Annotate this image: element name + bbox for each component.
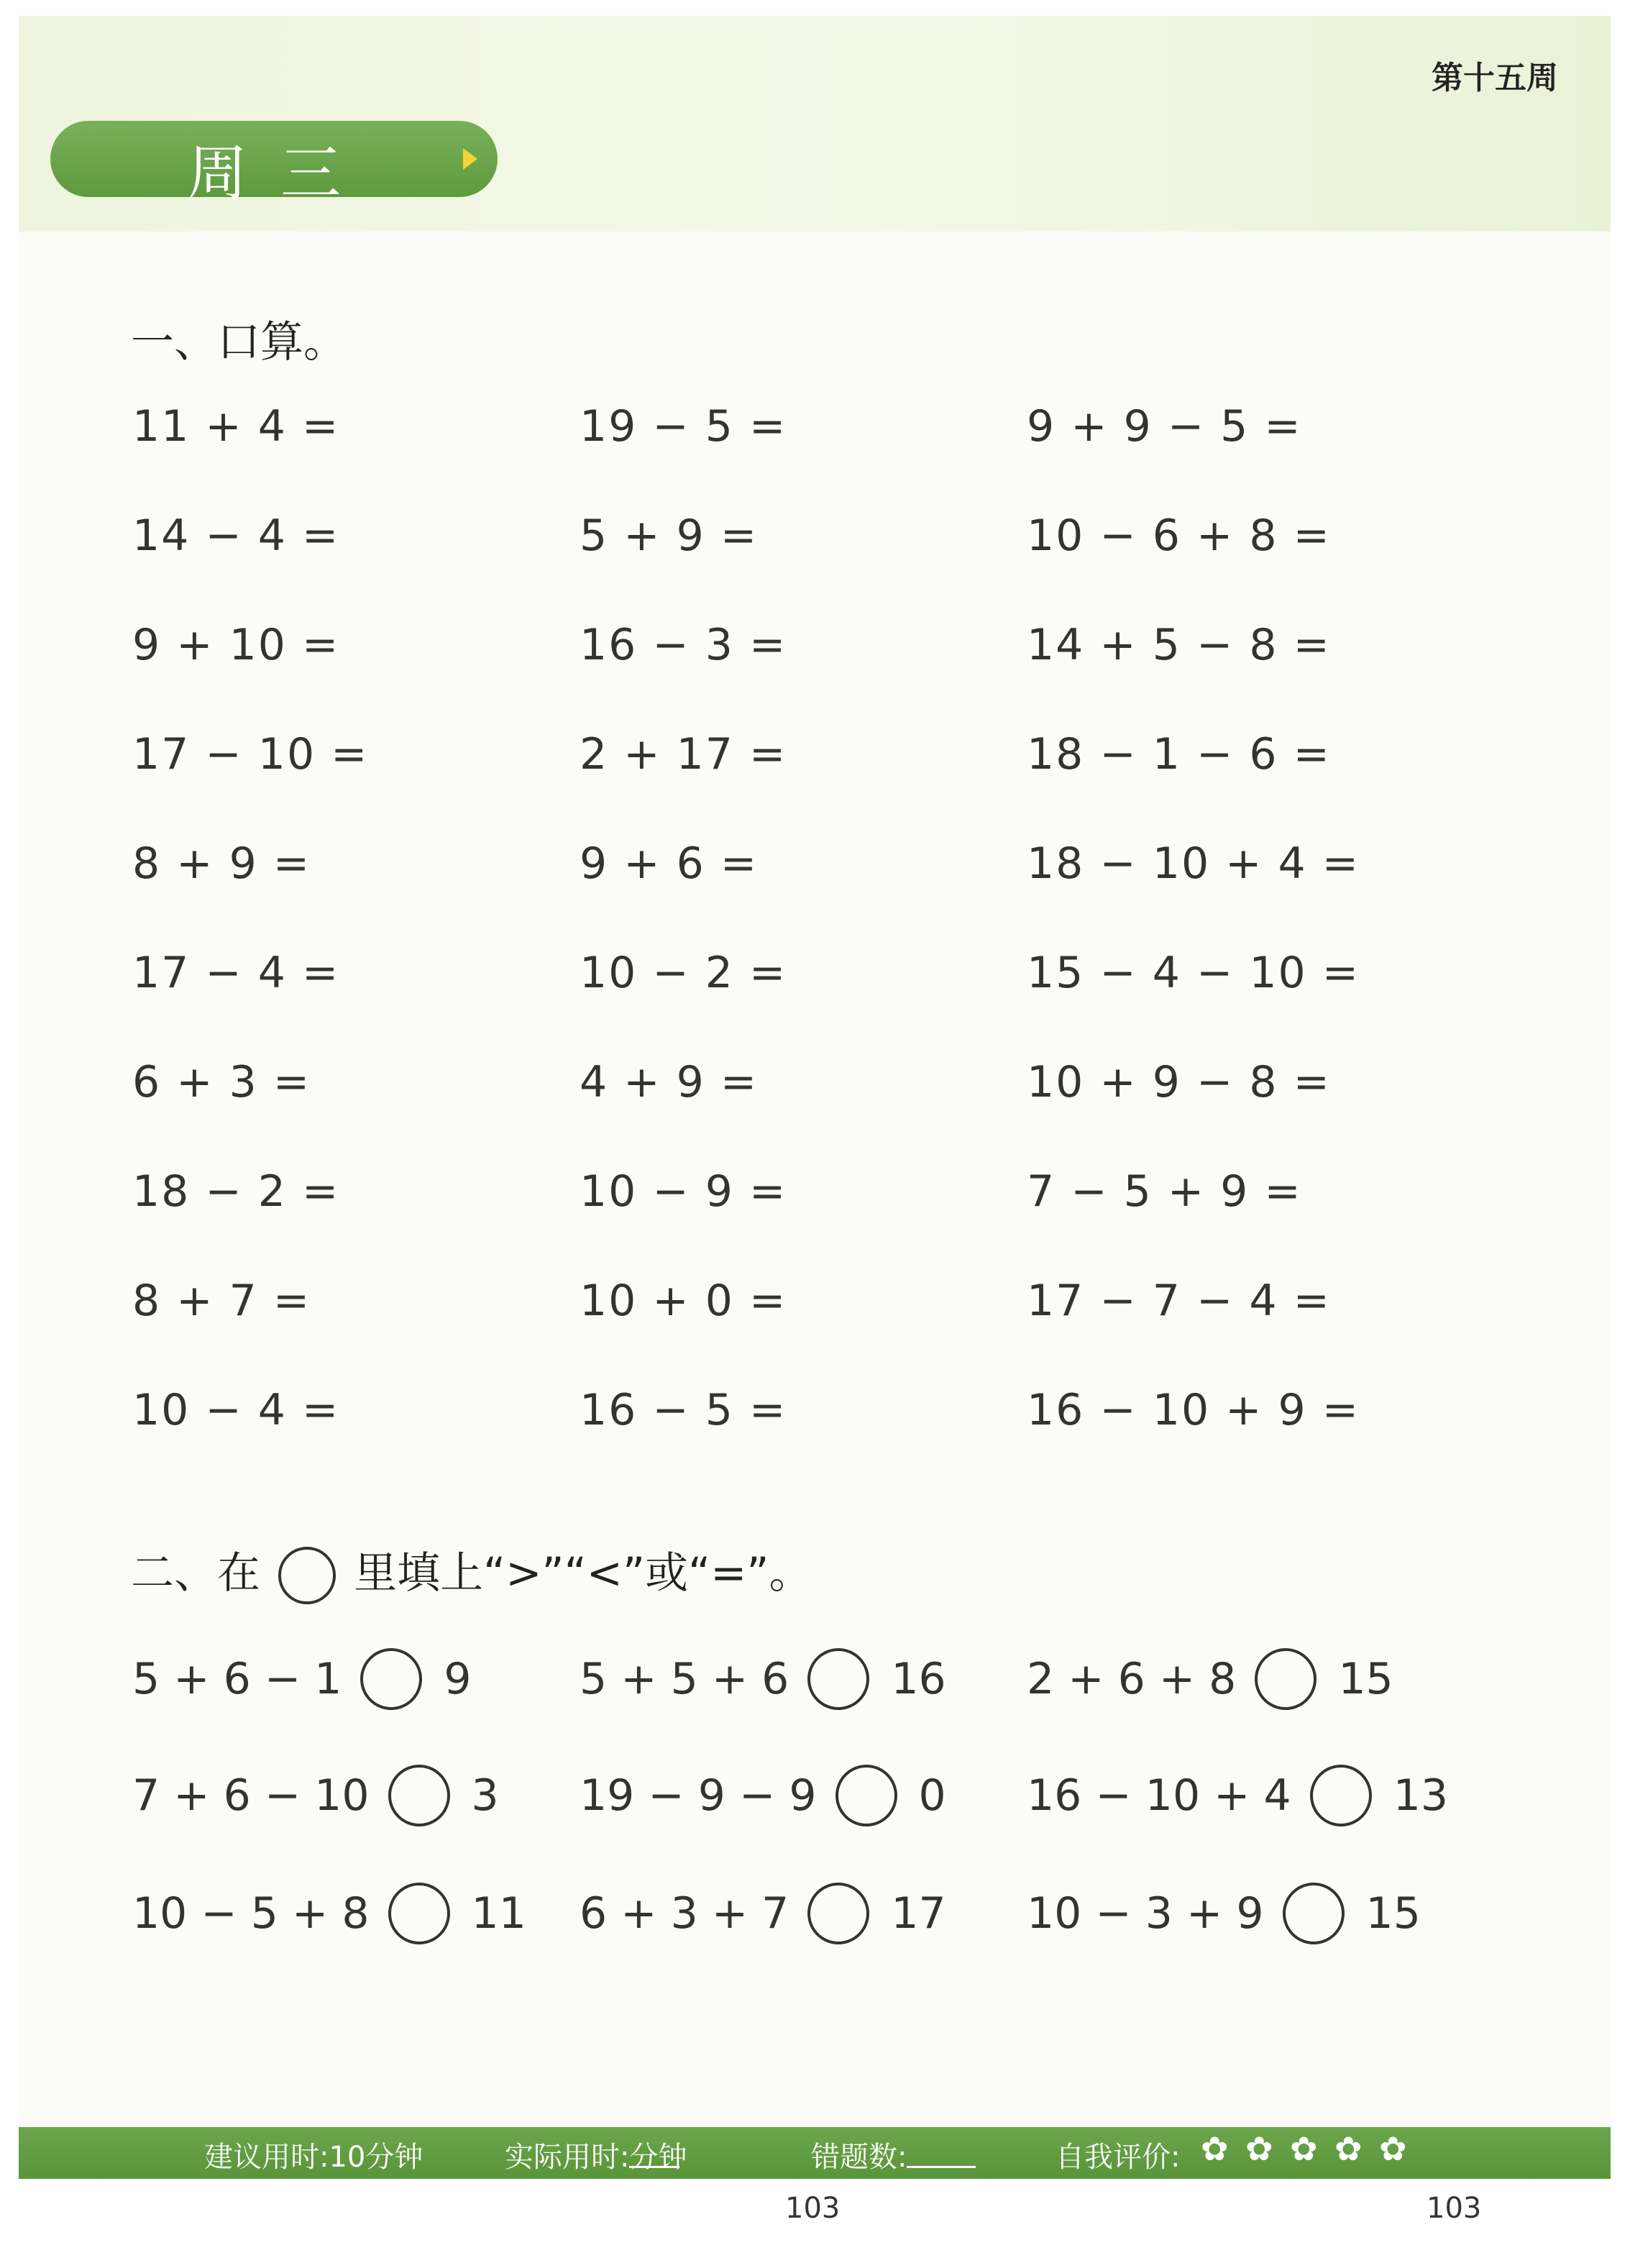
compare-left: 16 − 10 + 4 (1027, 1770, 1291, 1821)
self-eval-label: 自我评价: (1056, 2141, 1181, 2174)
compare-left: 6 + 3 + 7 (580, 1888, 789, 1939)
compare-item (580, 1883, 946, 1944)
day-label: 周三 (187, 138, 375, 209)
math-problem: 5 + 9 = (580, 511, 759, 561)
math-problem: 18 − 1 − 6 = (1027, 729, 1331, 779)
flower-icon[interactable]: ✿ (1379, 2129, 1407, 2168)
self-eval-stars (1201, 2129, 1411, 2168)
compare-item (580, 1648, 946, 1710)
math-problem: 7 − 5 + 9 = (1027, 1166, 1302, 1217)
math-problem: 4 + 9 = (580, 1057, 759, 1107)
errors-label: 错题数: (811, 2141, 907, 2174)
answer-circle[interactable] (1255, 1648, 1317, 1710)
actual-time-label: 实际用时: (505, 2141, 630, 2174)
answer-circle[interactable] (388, 1883, 450, 1944)
answer-circle[interactable] (1310, 1765, 1372, 1826)
math-problem: 9 + 9 − 5 = (1027, 401, 1302, 452)
compare-right: 17 (891, 1888, 946, 1939)
section2-title (131, 1539, 812, 1604)
math-problem: 16 − 10 + 9 = (1027, 1385, 1360, 1435)
compare-left: 10 − 5 + 8 (132, 1888, 370, 1939)
flower-icon[interactable]: ✿ (1334, 2129, 1363, 2168)
math-problem: 2 + 17 = (580, 729, 787, 779)
compare-left: 19 − 9 − 9 (580, 1770, 817, 1821)
errors-blank (907, 2141, 976, 2168)
compare-right: 13 (1393, 1770, 1449, 1821)
compare-right: 15 (1338, 1654, 1393, 1704)
section1-title: 一、口算。 (131, 317, 347, 367)
page-number-right: 103 (1427, 2192, 1482, 2225)
answer-circle[interactable] (807, 1883, 869, 1944)
math-problem: 18 − 2 = (132, 1166, 340, 1217)
errors (811, 2134, 907, 2175)
compare-right: 16 (891, 1654, 946, 1704)
answer-circle[interactable] (835, 1765, 897, 1826)
answer-circle[interactable] (1283, 1883, 1345, 1944)
circle-symbol-icon (278, 1547, 336, 1604)
compare-left: 5 + 5 + 6 (580, 1654, 789, 1704)
compare-item (132, 1765, 499, 1826)
answer-circle[interactable] (388, 1765, 450, 1826)
compare-item (132, 1648, 472, 1710)
compare-item (1027, 1765, 1448, 1826)
answer-circle[interactable] (360, 1648, 422, 1710)
actual-time-unit: 分钟 (629, 2141, 687, 2174)
math-problem: 9 + 10 = (132, 620, 340, 670)
compare-item (1027, 1883, 1421, 1944)
answer-circle[interactable] (807, 1648, 869, 1710)
actual-time-blank (629, 2141, 679, 2168)
math-problem: 10 + 0 = (580, 1276, 787, 1326)
flower-icon[interactable]: ✿ (1201, 2129, 1229, 2168)
week-label: 第十五周 (1432, 60, 1558, 96)
math-problem: 11 + 4 = (132, 401, 340, 452)
math-problem: 8 + 7 = (132, 1276, 311, 1326)
math-problem: 10 + 9 − 8 = (1027, 1057, 1331, 1107)
compare-right: 3 (471, 1770, 499, 1821)
math-problem: 10 − 4 = (132, 1385, 340, 1435)
compare-left: 2 + 6 + 8 (1027, 1654, 1237, 1704)
math-problem: 14 − 4 = (132, 511, 340, 561)
suggested-time: 建议用时:10分钟 (204, 2141, 423, 2174)
day-tab (50, 121, 498, 209)
math-problem: 10 − 6 + 8 = (1027, 511, 1331, 561)
math-problem: 19 − 5 = (580, 401, 787, 452)
compare-item (132, 1883, 526, 1944)
compare-left: 5 + 6 − 1 (132, 1654, 342, 1704)
math-problem: 8 + 9 = (132, 838, 311, 889)
math-problem: 16 − 3 = (580, 620, 787, 670)
math-problem: 10 − 9 = (580, 1166, 787, 1217)
play-arrow-icon (463, 148, 477, 170)
compare-right: 0 (918, 1770, 946, 1821)
section2-title-suffix: 里填上“>”“<”或“=”。 (354, 1548, 812, 1599)
compare-right: 11 (471, 1888, 526, 1939)
math-problem: 15 − 4 − 10 = (1027, 948, 1360, 998)
compare-item (1027, 1648, 1393, 1710)
math-problem: 18 − 10 + 4 = (1027, 838, 1360, 889)
actual-time (505, 2134, 687, 2175)
math-problem: 6 + 3 = (132, 1057, 311, 1107)
math-problem: 16 − 5 = (580, 1385, 787, 1435)
math-problem: 10 − 2 = (580, 948, 787, 998)
math-problem: 17 − 4 = (132, 948, 340, 998)
math-problem: 17 − 10 = (132, 729, 369, 779)
compare-item (580, 1765, 946, 1826)
compare-right: 9 (444, 1654, 472, 1704)
section2-title-prefix: 二、在 (131, 1548, 260, 1599)
math-problem: 14 + 5 − 8 = (1027, 620, 1331, 670)
math-problem: 17 − 7 − 4 = (1027, 1276, 1331, 1326)
math-problem: 9 + 6 = (580, 838, 759, 889)
compare-left: 7 + 6 − 10 (132, 1770, 370, 1821)
page-number-center: 103 (785, 2192, 841, 2225)
flower-icon[interactable]: ✿ (1290, 2129, 1318, 2168)
compare-left: 10 − 3 + 9 (1027, 1888, 1264, 1939)
compare-right: 15 (1365, 1888, 1421, 1939)
flower-icon[interactable]: ✿ (1245, 2129, 1273, 2168)
